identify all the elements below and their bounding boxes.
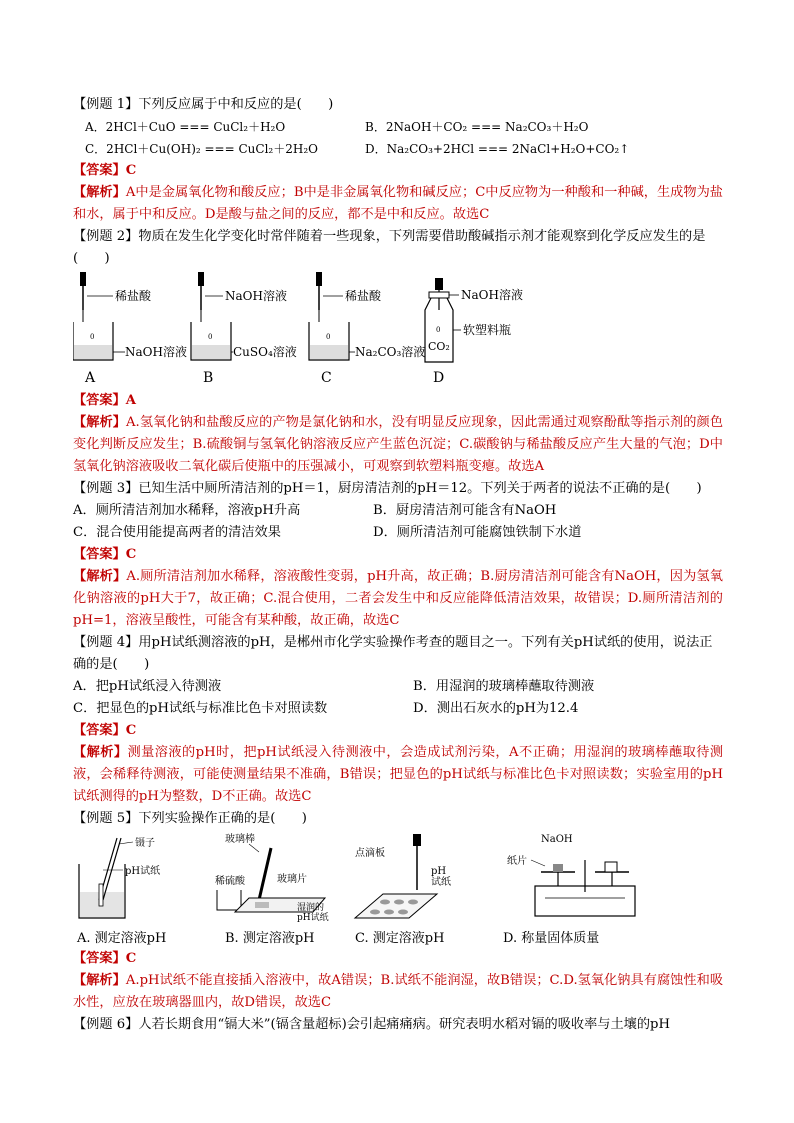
b-beaker-mark: 0 (208, 333, 213, 341)
q3-option-d: D．厕所清洁剂可能腐蚀铁制下水道 (373, 525, 582, 540)
d-caption: D. 称量固体质量 (503, 931, 600, 946)
analysis-text: A.pH试纸不能直接插入溶液中，故A错误；B.试纸不能润湿，故B错误；C.D.氢氧化钠具有腐蚀性和吸水性，应放在玻璃器皿内，故D错误，故选C (73, 973, 724, 1010)
q1-stem: 【例题 1】下列反应属于中和反应的是( ) (73, 97, 334, 112)
d-naoh-label: NaOH (541, 834, 573, 845)
q3-options (73, 500, 723, 544)
b-acid-label: 稀硫酸 (215, 876, 245, 887)
q5-answer (73, 948, 723, 970)
q2-stem: 【例题 2】物质在发生化学变化时常伴随着一些现象，下列需要借助酸碱指示剂才能观察到化学反应发生的是( ) (73, 229, 706, 266)
c-plate-label: 点滴板 (355, 848, 385, 859)
analysis-label: 【解析】 (73, 745, 128, 760)
q4-answer (73, 720, 723, 742)
q3-option-c: C．混合使用能提高两者的清洁效果 (73, 525, 281, 540)
analysis-label: 【解析】 (73, 569, 127, 584)
answer-label: 【答案】 (73, 393, 126, 408)
apparatus-d (425, 278, 523, 386)
q4-options (73, 676, 723, 720)
a-top-label: 稀盐酸 (115, 289, 152, 303)
q4-stem: 【例题 4】用pH试纸测溶液的pH，是郴州市化学实验操作考查的题目之一。下列有关pH试纸的使用，说法正确的是( ) (73, 635, 713, 672)
analysis-text: A.氢氧化钠和盐酸反应的产物是氯化钠和水，没有明显反应现象，因此需通过观察酚酞等指示剂的颜色变化判断反应发生；B.硫酸铜与氢氧化钠溶液反应产生蓝色沉淀；C.碳酸钠与稀盐酸反应产生大量的气泡；D中氢氧化钠溶液吸收二氧化碳后使瓶中的压强减小，可观察到软塑料瓶变瘪。故选A (73, 415, 724, 474)
q2-answer (73, 390, 723, 412)
q3-answer (73, 544, 723, 566)
analysis-text: A.厕所清洁剂加水稀释，溶液酸性变弱，pH升高，故正确；B.厨房清洁剂可能含有NaOH，因为氢氧化钠溶液的pH大于7，故正确；C.混合使用，二者会发生中和反应能降低清洁效果，故错误；D.厕所清洁剂的pH=1，溶液呈酸性，可能含有某种酸，故正确，故选C (73, 569, 723, 628)
analysis-label: 【解析】 (73, 185, 126, 200)
b-top-label: NaOH溶液 (225, 289, 287, 303)
answer-value: C (125, 723, 137, 738)
q4-analysis (73, 742, 723, 808)
q5-figure (73, 830, 723, 948)
apparatus-c (309, 272, 425, 386)
c-ph-label: pH (431, 866, 447, 877)
operation-b (215, 832, 329, 946)
operation-d (503, 834, 635, 946)
q3-option-b: B．厨房清洁剂可能含有NaOH (373, 503, 557, 518)
answer-label: 【答案】 (73, 547, 126, 562)
q1-option-a: A．2HCl＋CuO === CuCl₂＋H₂O (85, 120, 286, 134)
c-bottom-label: Na₂CO₃溶液 (355, 345, 426, 359)
analysis-text: 测量溶液的pH时，把pH试纸浸入待测液中，会造成试剂污染，A不正确；用湿润的玻璃棒蘸取待测液，会稀释待测液，可能使测量结果不准确，B错误；把显色的pH试纸与标准比色卡对照读数；实验室用的pH试纸测得的pH为整数，D不正确。故选C (73, 745, 724, 804)
analysis-label: 【解析】 (73, 415, 127, 430)
q2-apparatus-svg (73, 270, 723, 390)
q4-option-d: D．测出石灰水的pH为12.4 (413, 701, 579, 716)
q6-stem: 【例题 6】人若长期食用“镉大米”(镉含量超标)会引起痛痛病。研究表明水稻对镉的吸收率与土壤的pH (73, 1017, 670, 1032)
a-bottom-label: NaOH溶液 (125, 345, 187, 359)
q1-option-c: C．2HCl＋Cu(OH)₂ === CuCl₂＋2H₂O (85, 142, 318, 156)
q5-analysis (73, 970, 723, 1014)
b-wet-label: 湿润的 (297, 903, 325, 913)
q2-figure (73, 270, 723, 390)
q4-option-b: B．用湿润的玻璃棒蘸取待测液 (413, 679, 595, 694)
q1-analysis (73, 182, 723, 226)
d-gas-label: CO₂ (428, 340, 450, 353)
a-paper-label: pH试纸 (125, 866, 161, 877)
q1-option-d: D．Na₂CO₃+2HCl === 2NaCl+H₂O+CO₂↑ (365, 142, 630, 156)
operation-a (76, 836, 166, 946)
a-label: A (85, 370, 96, 386)
q1-options (73, 116, 723, 160)
answer-value: C (125, 951, 137, 966)
document-page (73, 94, 723, 1036)
b-caption: B. 测定溶液pH (225, 931, 315, 946)
q4-option-a: A．把pH试纸浸入待测液 (73, 679, 222, 694)
d-label: D (433, 370, 445, 386)
b-rod-label: 玻璃棒 (225, 834, 255, 845)
apparatus-a (73, 272, 187, 386)
q5-stem: 【例题 5】下列实验操作正确的是( ) (73, 811, 307, 826)
c-caption: C. 测定溶液pH (355, 931, 445, 946)
operation-c (355, 834, 451, 946)
analysis-text: A中是金属氧化物和酸反应；B中是非金属氧化物和碱反应；C中反应物为一种酸和一种碱，生成物为盐和水，属于中和反应。D是酸与盐之间的反应，都不是中和反应。故选C (73, 185, 723, 222)
answer-value: C (125, 163, 137, 178)
q2-analysis (73, 412, 723, 478)
a-caption: A. 测定溶液pH (77, 931, 167, 946)
d-side-label: 软塑料瓶 (463, 323, 512, 337)
c-beaker-mark: 0 (326, 333, 331, 341)
a-beaker-mark: 0 (90, 333, 95, 341)
q4-option-c: C．把显色的pH试纸与标准比色卡对照读数 (73, 701, 328, 716)
q3-option-a: A．厕所清洁剂加水稀释，溶液pH升高 (73, 503, 301, 518)
q1-option-b: B．2NaOH＋CO₂ === Na₂CO₃＋H₂O (365, 120, 589, 134)
a-tweezer-label: 镊子 (135, 838, 155, 849)
apparatus-b (191, 272, 297, 386)
c-top-label: 稀盐酸 (345, 289, 382, 303)
b-label: B (203, 370, 214, 386)
q1-answer (73, 160, 723, 182)
answer-label: 【答案】 (73, 163, 126, 178)
q3-stem: 【例题 3】已知生活中厕所清洁剂的pH＝1，厨房清洁剂的pH＝12。下列关于两者的说法不正确的是( ) (73, 481, 702, 496)
analysis-label: 【解析】 (73, 973, 126, 988)
q5-apparatus-svg (73, 830, 723, 948)
b-glass-label: 玻璃片 (277, 874, 307, 885)
d-bottle-mark: 0 (436, 326, 441, 334)
c-label: C (321, 370, 332, 386)
answer-value: C (125, 547, 137, 562)
q3-analysis (73, 566, 723, 632)
answer-value: A (125, 393, 136, 408)
d-top-label: NaOH溶液 (461, 288, 523, 302)
answer-label: 【答案】 (73, 951, 126, 966)
b-paper-label: pH试纸 (297, 913, 329, 923)
answer-label: 【答案】 (73, 723, 126, 738)
b-bottom-label: CuSO₄溶液 (233, 345, 297, 359)
d-paper-label: 纸片 (507, 856, 527, 867)
c-paper-label: 试纸 (431, 877, 451, 888)
